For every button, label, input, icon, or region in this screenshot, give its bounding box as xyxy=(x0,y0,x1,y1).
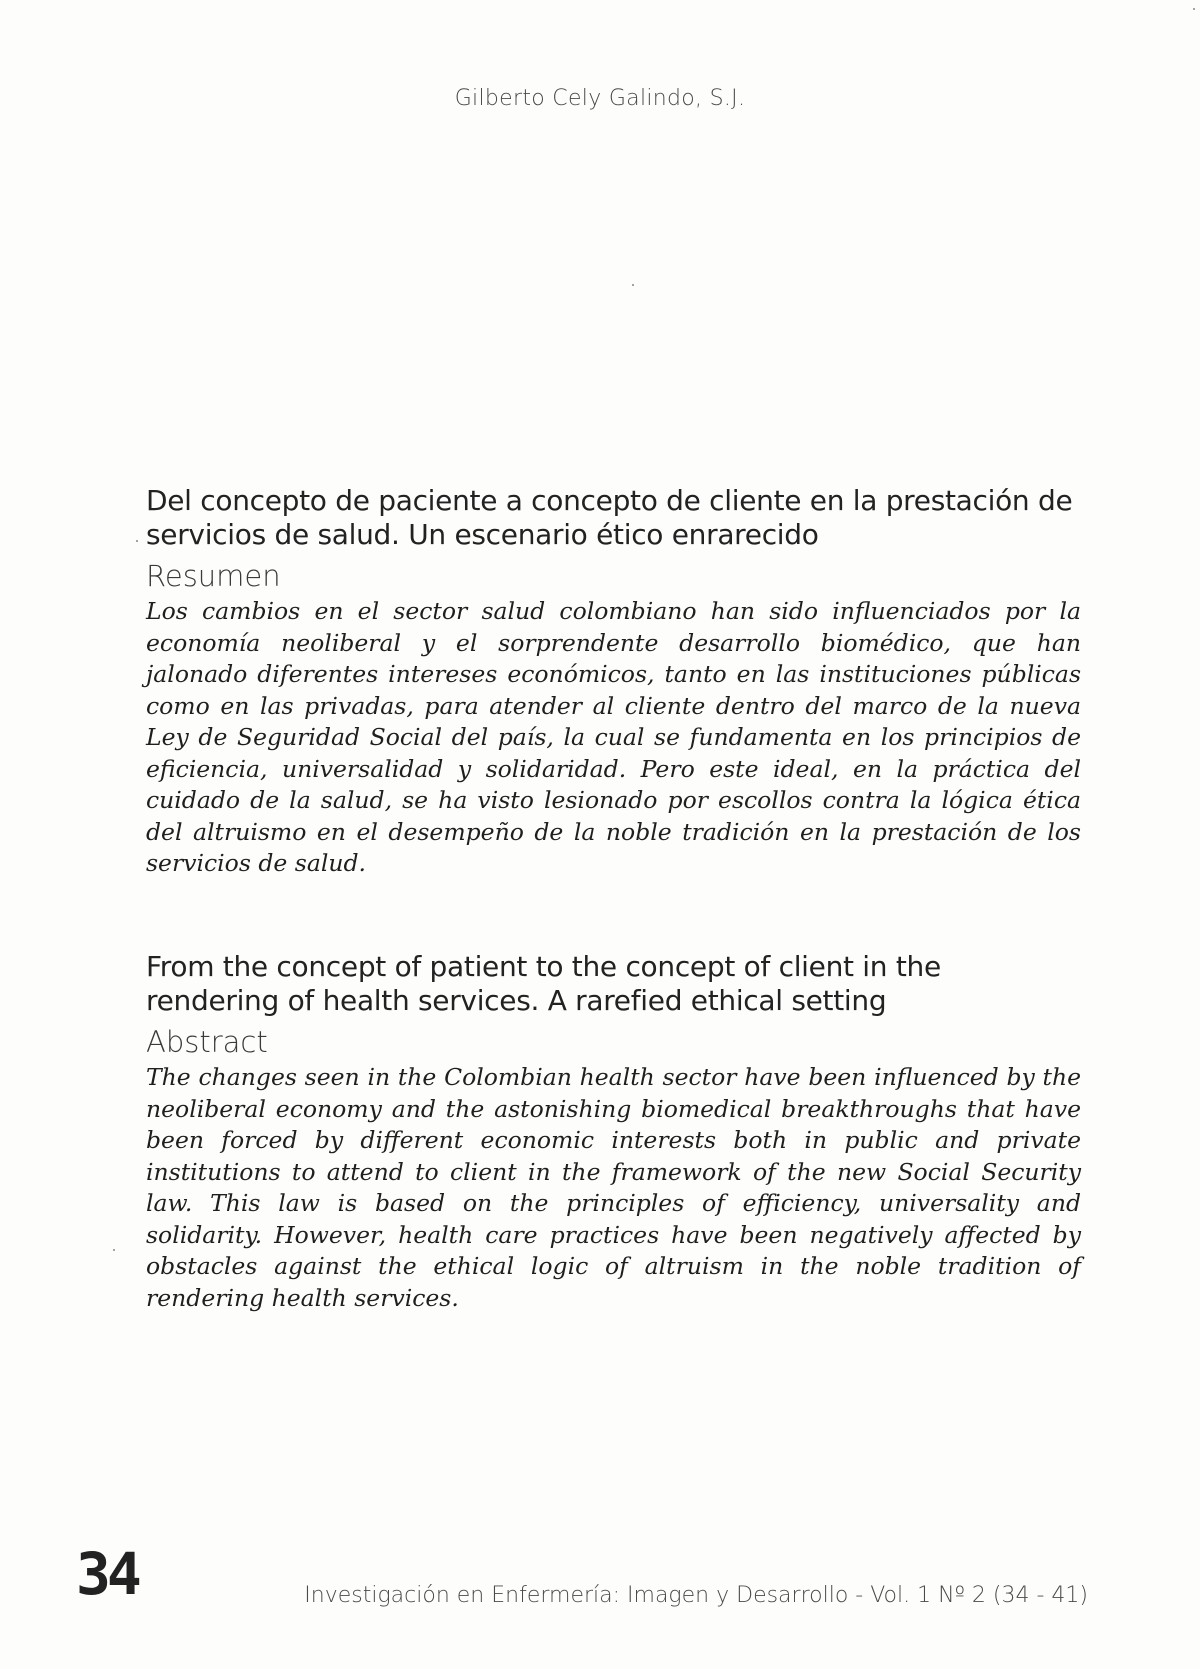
scan-speck xyxy=(1193,8,1195,10)
abstract-text: The changes seen in the Colombian health sector have been influenced by the neoliberal economy and the astonishing biomedical breakthroughs that have been forced by different economic interests both in public and private institutions to attend to client in the framework of the new Social Security law. This law is based on the principles of efficiency, universality and solidarity. However, health care practices have been negatively affected by obstacles against the ethical logic of altruism in the noble tradition of rendering health services. xyxy=(146,1063,1081,1312)
english-article-title: From the concept of patient to the concept of client in the rendering of health services. A rarefied ethical setting xyxy=(146,950,941,1017)
english-abstract-section xyxy=(146,950,1081,1314)
spanish-article-title: Del concepto de paciente a concepto de cliente en la prestación de servicios de salud. Un escenario ético enrarecido xyxy=(146,484,1073,551)
abstract-heading: Abstract xyxy=(146,1025,268,1059)
journal-footer: Investigación en Enfermería: Imagen y Desarrollo - Vol. 1 Nº 2 (34 - 41) xyxy=(304,1583,1088,1608)
scan-speck xyxy=(632,284,634,286)
page-number: 34 xyxy=(76,1540,138,1608)
scan-speck xyxy=(113,1249,115,1251)
running-header-author: Gilberto Cely Galindo, S.J. xyxy=(454,86,746,111)
spanish-abstract-section xyxy=(146,484,1081,880)
resumen-text: Los cambios en el sector salud colombiano han sido influenciados por la economía neoliberal y el sorprendente desarrollo biomédico, que han jalonado diferentes intereses económicos, tanto en las instituciones públicas como en las privadas, para atender al cliente dentro del marco de la nueva Ley de Seguridad Social del país, la cual se fundamenta en los principios de eficiencia, universalidad y solidaridad. Pero este ideal, en la práctica del cuidado de la salud, se ha visto lesionado por escollos contra la lógica ética del altruismo en el desempeño de la noble tradición en la prestación de los servicios de salud. xyxy=(146,597,1081,877)
scan-speck xyxy=(136,540,138,542)
resumen-heading: Resumen xyxy=(146,559,281,593)
